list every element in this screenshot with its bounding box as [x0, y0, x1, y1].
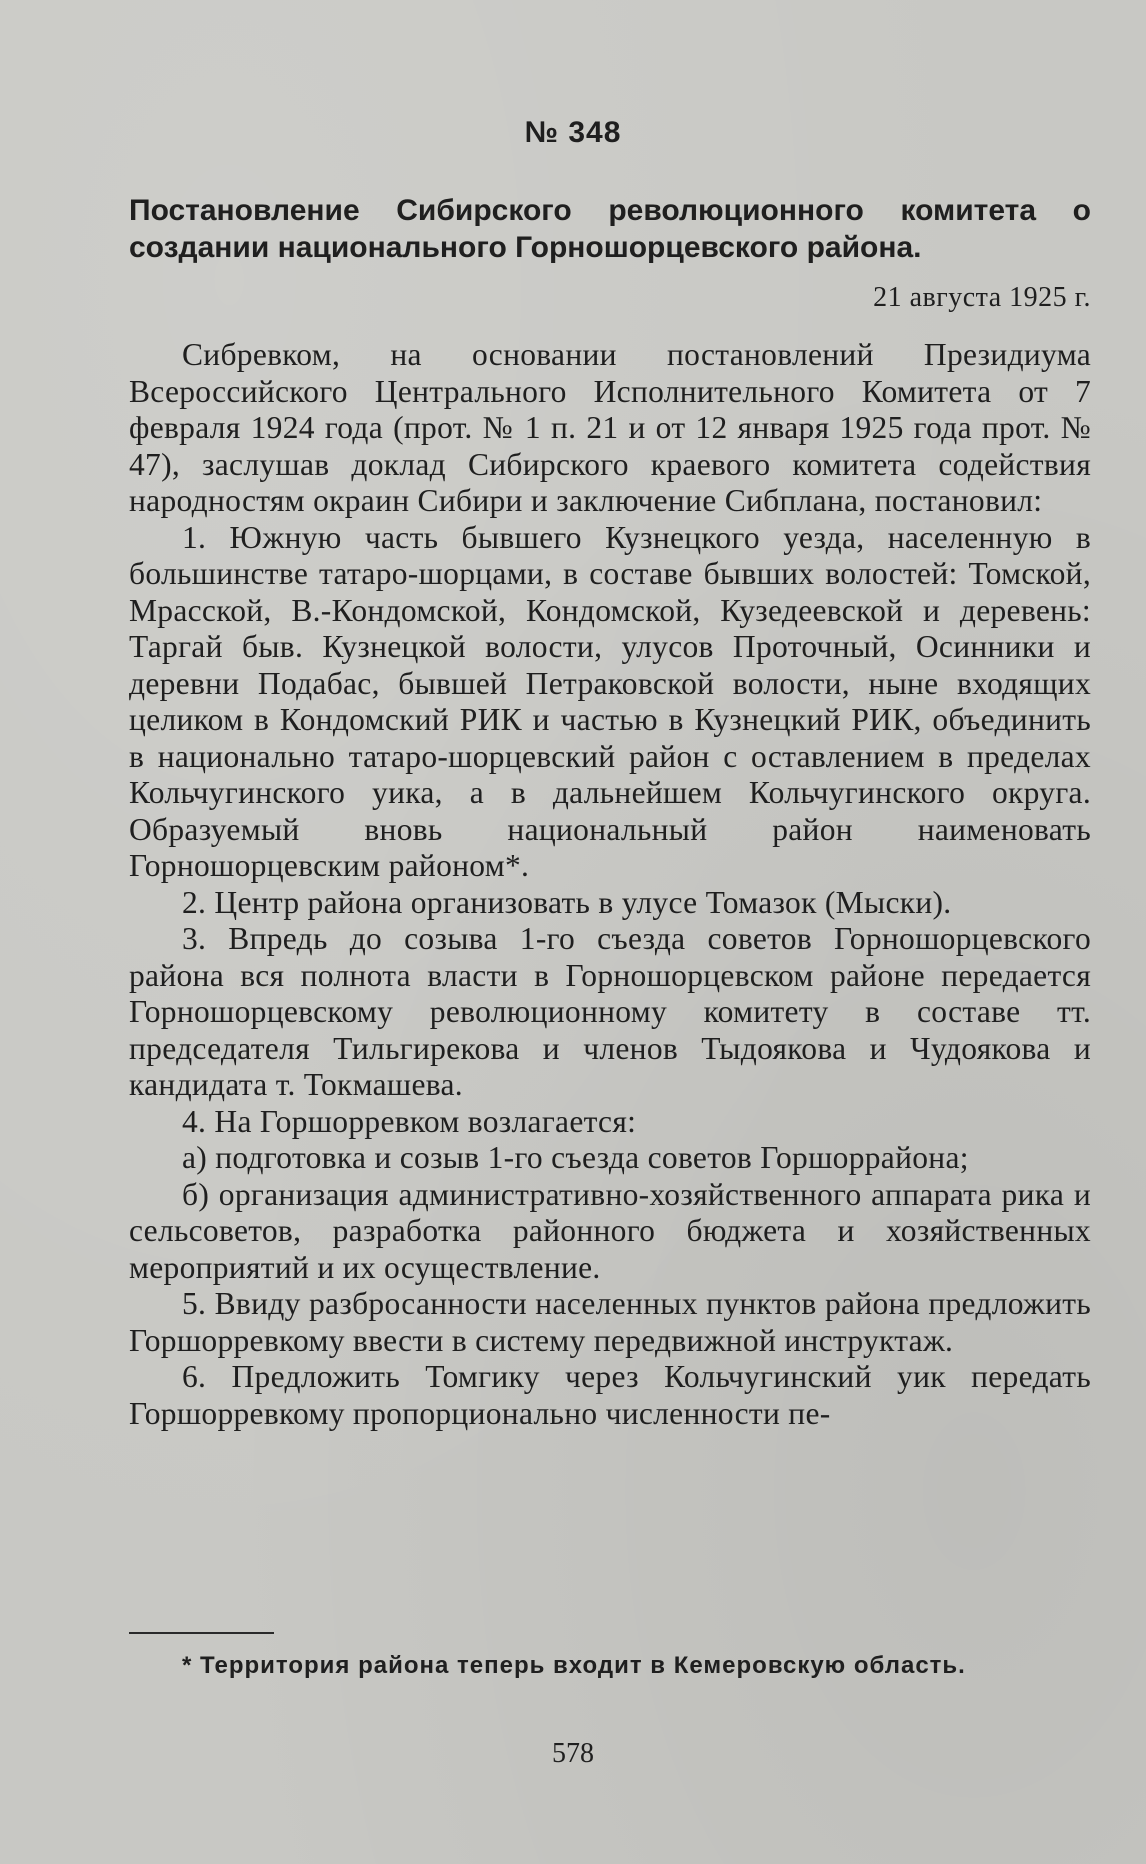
paragraph-item-3: 3. Впредь до созыва 1-го съезда советов Горношорцевского района вся полнота власти в Горношорцевском районе передается Горношорцевскому революционному комитету в составе тт. председателя Тильгирекова и членов Тыдоякова и Чудоякова и кандидата т. Токмашева. [129, 921, 1091, 1102]
document-date: 21 августа 1925 г. [873, 282, 1091, 313]
paragraph-item-2: 2. Центр района организовать в улусе Томазок (Мыски). [182, 884, 952, 920]
page-number: 578 [552, 1738, 594, 1769]
paragraph-item-6: 6. Предложить Томгику через Кольчугинский уик передать Горшорревкому пропорционально численности пе- [129, 1359, 1091, 1431]
paragraph-item-4b: б) организация административно-хозяйственного аппарата рика и сельсоветов, разработка районного бюджета и хозяйственных мероприятий и их осуществление. [129, 1176, 1091, 1285]
paragraph-item-1: 1. Южную часть бывшего Кузнецкого уезда, населенную в большинстве татаро-шорцами, в составе бывших волостей: Томской, Мрасской, В.-Кондомской, Кондомской, Кузедеевской и деревень: Таргай быв. Кузнецкой волости, улусов Проточный, Осинники и деревни Подабас, бывшей Петраковской волости, ныне входящих целиком в Кондомский РИК и частью в Кузнецкий РИК, объединить в национально татаро-шорцевский район с оставлением в пределах Кольчугинского уика, а в дальнейшем Кольчугинского округа. Образуемый вновь национальный район наименовать Горношорцевским районом*. [129, 519, 1091, 883]
document-title: Постановление Сибирского революционного комитета о создании национального Горношорцевского района. [129, 194, 1091, 264]
paragraph-item-4a: а) подготовка и созыв 1-го съезда советов Горшоррайона; [182, 1140, 969, 1175]
footnote: * Территория района теперь входит в Кемеровскую область. [182, 1652, 966, 1679]
paragraph-item-5: 5. Ввиду разбросанности населенных пунктов района предложить Горшорревкому ввести в систему передвижной инструктаж. [129, 1286, 1091, 1358]
paragraph-item-4: 4. На Горшорревком возлагается: [182, 1103, 637, 1139]
footnote-divider [129, 1632, 274, 1634]
paragraph-preamble: Сибревком, на основании постановлений Президиума Всероссийского Центрального Исполнительного Комитета от 7 февраля 1924 года (прот. № 1 п. 21 и от 12 января 1925 года прот. № 47), заслушав доклад Сибирского краевого комитета содействия народностям окраин Сибири и заключение Сибплана, постановил: [129, 337, 1091, 518]
document-body [129, 337, 1091, 1432]
document-number: № 348 [524, 116, 622, 149]
